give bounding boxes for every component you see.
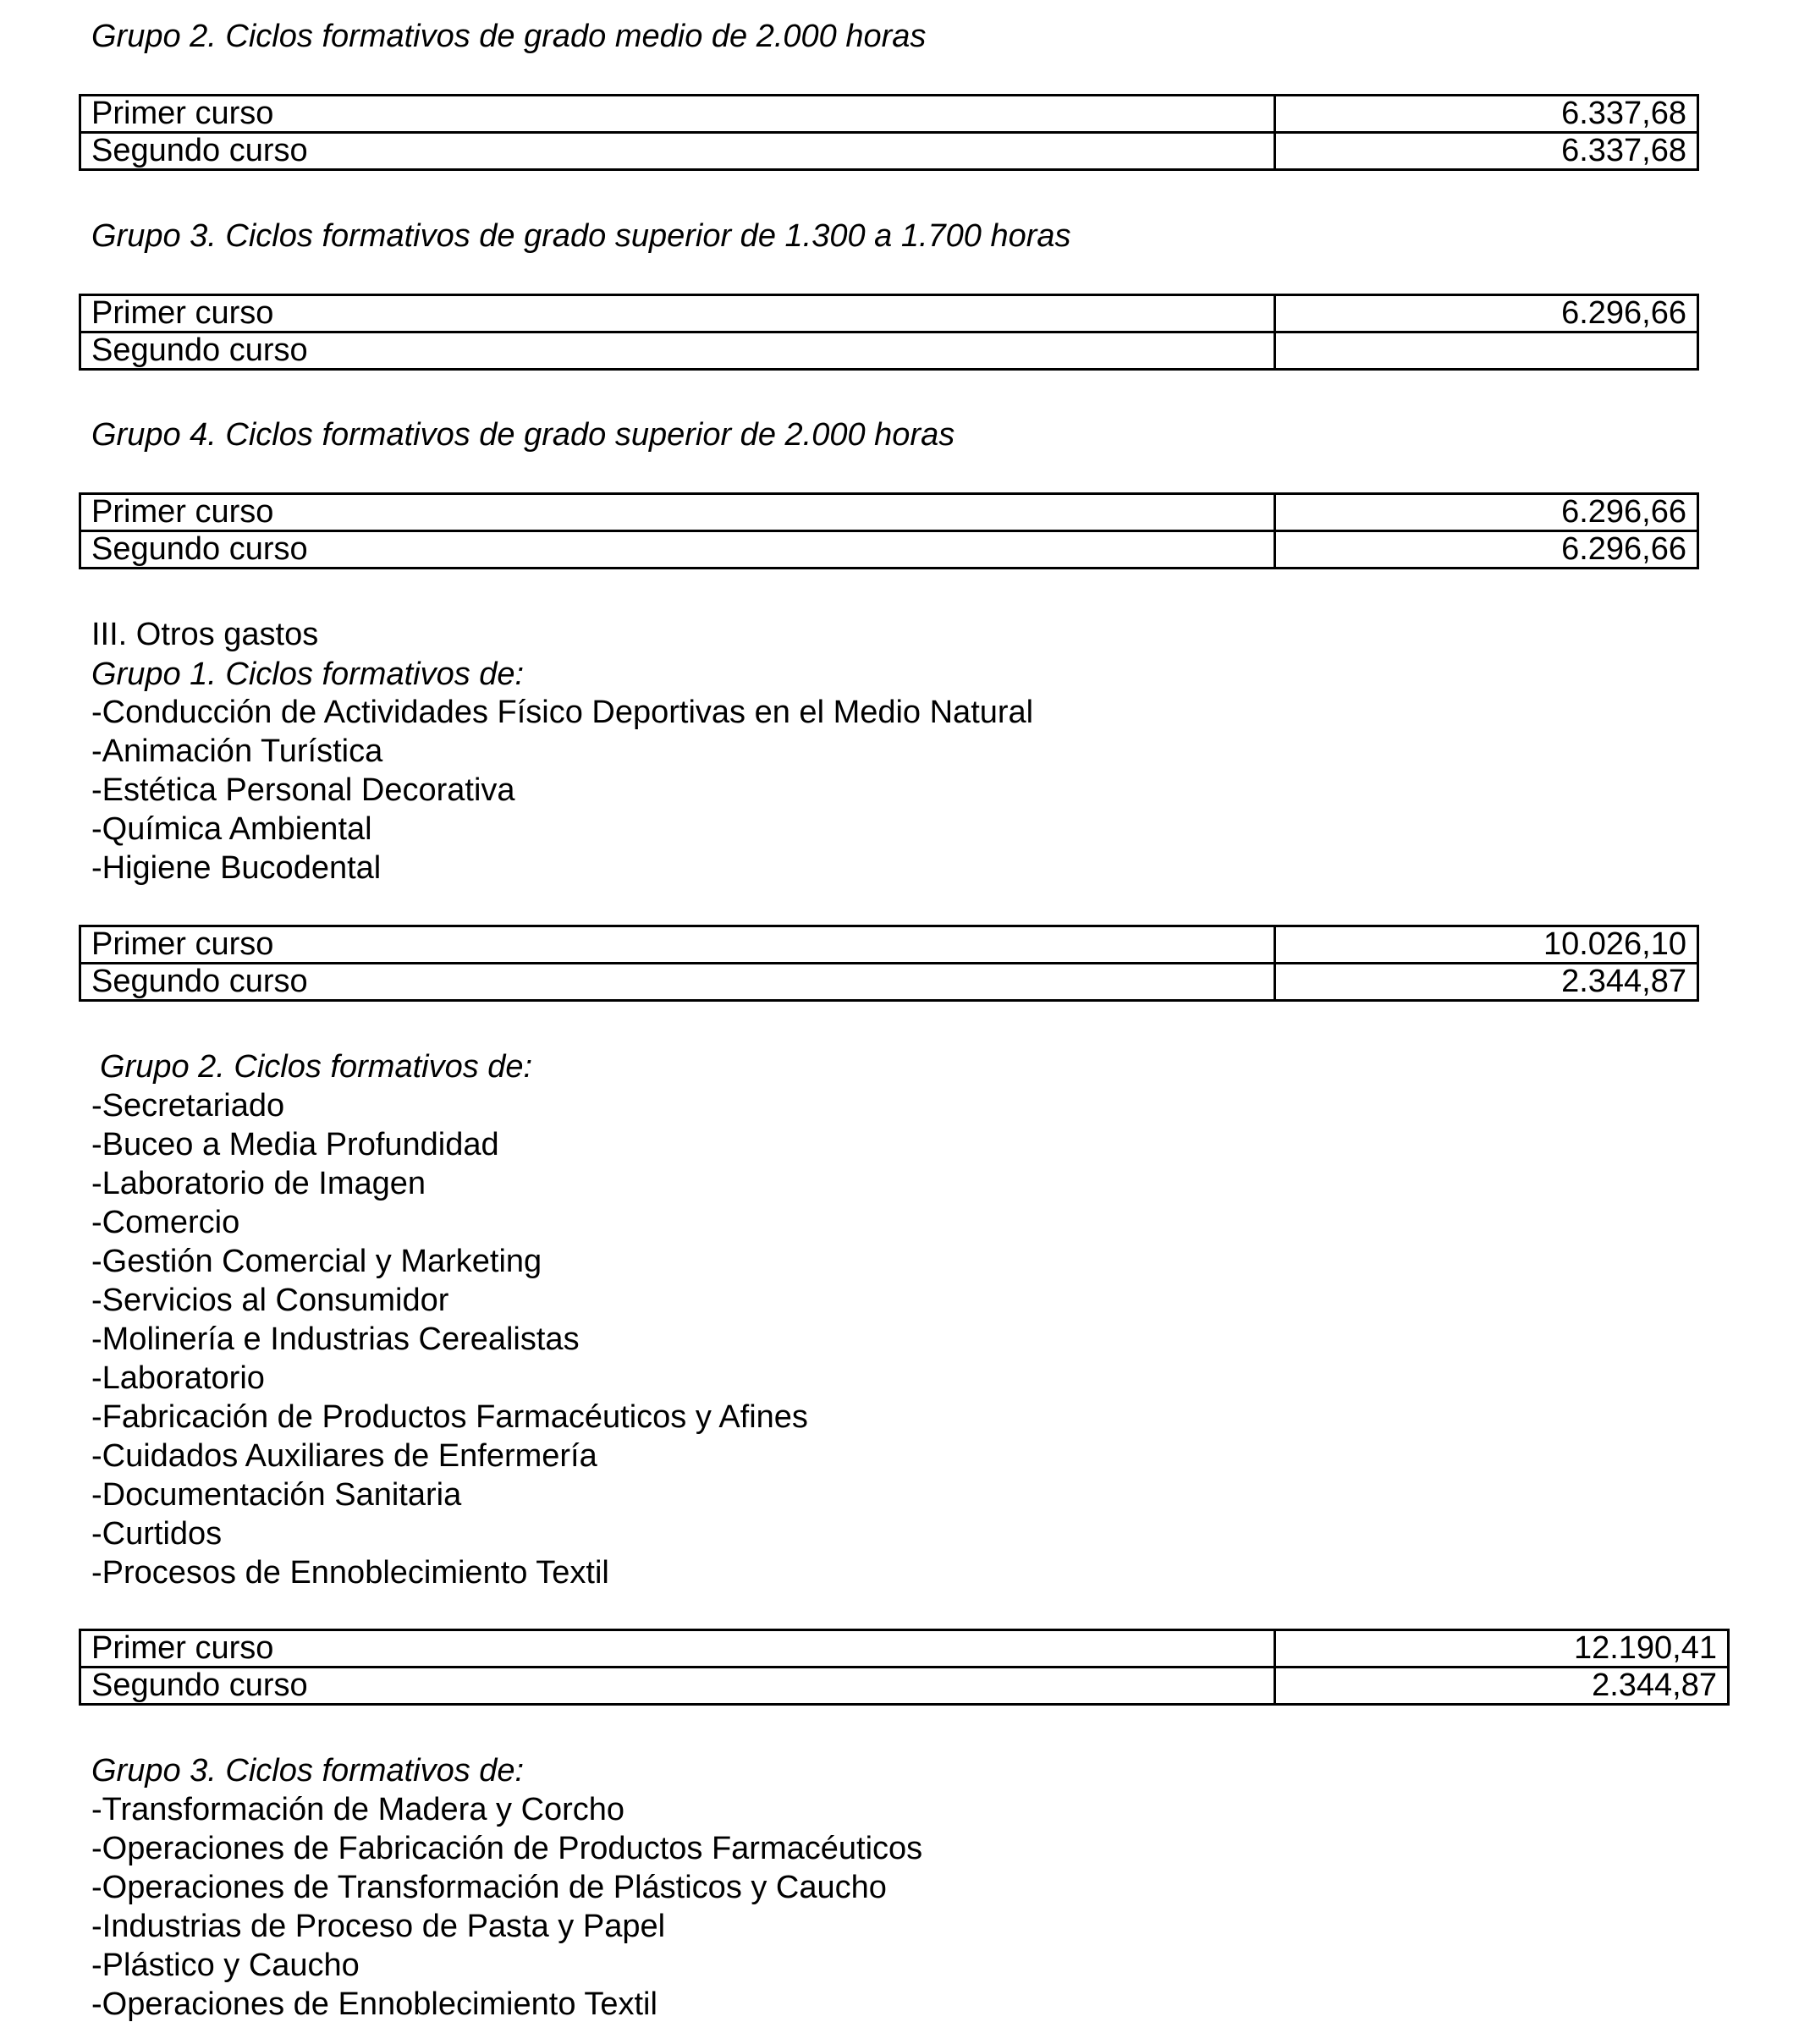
- list-item: - Molinería e Industrias Cerealistas: [91, 1320, 808, 1359]
- list-item: - Laboratorio: [91, 1359, 808, 1398]
- table-row: [80, 133, 1698, 170]
- list-item: - Conducción de Actividades Físico Deportivas en el Medio Natural: [91, 693, 1033, 732]
- group-heading: Grupo 2. Ciclos formativos de:: [100, 1049, 533, 1085]
- table-row: [80, 295, 1698, 332]
- list-item: - Operaciones de Transformación de Plásticos y Caucho: [91, 1868, 922, 1907]
- row-value: 2.344,87: [1275, 1668, 1729, 1705]
- section-title: III. Otros gastos: [91, 617, 319, 652]
- list-item: - Gestión Comercial y Marketing: [91, 1242, 808, 1281]
- group-heading: Grupo 1. Ciclos formativos de:: [91, 657, 525, 692]
- cost-table: [79, 925, 1699, 1002]
- list-item: - Procesos de Ennoblecimiento Textil: [91, 1553, 808, 1592]
- row-label: Primer curso: [80, 926, 1275, 964]
- table-row: [80, 1668, 1729, 1705]
- section-heading: Grupo 3. Ciclos formativos de grado superior de 1.300 a 1.700 horas: [91, 218, 1071, 254]
- row-label: Segundo curso: [80, 332, 1275, 370]
- list-item: - Curtidos: [91, 1514, 808, 1553]
- row-value: [1275, 332, 1698, 370]
- list-item: - Estética Personal Decorativa: [91, 771, 1033, 810]
- row-value: 12.190,41: [1275, 1630, 1729, 1668]
- list-item: - Operaciones de Fabricación de Productos Farmacéuticos: [91, 1829, 922, 1868]
- list-item: - Secretariado: [91, 1086, 808, 1125]
- list-item: - Fabricación de Productos Farmacéuticos y Afines: [91, 1398, 808, 1437]
- row-value: 6.296,66: [1275, 531, 1698, 569]
- list-item: - Buceo a Media Profundidad: [91, 1125, 808, 1164]
- row-value: 2.344,87: [1275, 964, 1698, 1001]
- list-item: - Animación Turística: [91, 732, 1033, 771]
- list-item: - Servicios al Consumidor: [91, 1281, 808, 1320]
- cost-table: [79, 294, 1699, 371]
- row-label: Segundo curso: [80, 133, 1275, 170]
- row-label: Segundo curso: [80, 964, 1275, 1001]
- list-item: - Transformación de Madera y Corcho: [91, 1790, 922, 1829]
- table-row: [80, 964, 1698, 1001]
- list-item: - Higiene Bucodental: [91, 849, 1033, 887]
- list-item: - Operaciones de Ennoblecimiento Textil: [91, 1985, 922, 2024]
- row-value: 6.296,66: [1275, 295, 1698, 332]
- table-row: [80, 1630, 1729, 1668]
- row-value: 6.337,68: [1275, 133, 1698, 170]
- course-list: [91, 1086, 808, 1592]
- cost-table: [79, 1629, 1730, 1706]
- row-label: Primer curso: [80, 96, 1275, 133]
- row-label: Segundo curso: [80, 531, 1275, 569]
- table-row: [80, 926, 1698, 964]
- table-row: [80, 494, 1698, 531]
- row-value: 10.026,10: [1275, 926, 1698, 964]
- course-list: [91, 1790, 922, 2024]
- row-label: Primer curso: [80, 295, 1275, 332]
- list-item: - Química Ambiental: [91, 810, 1033, 849]
- row-value: 6.337,68: [1275, 96, 1698, 133]
- table-row: [80, 531, 1698, 569]
- table-row: [80, 332, 1698, 370]
- table-row: [80, 96, 1698, 133]
- list-item: - Cuidados Auxiliares de Enfermería: [91, 1437, 808, 1475]
- row-label: Primer curso: [80, 1630, 1275, 1668]
- list-item: - Industrias de Proceso de Pasta y Papel: [91, 1907, 922, 1946]
- list-item: - Laboratorio de Imagen: [91, 1164, 808, 1203]
- row-value: 6.296,66: [1275, 494, 1698, 531]
- row-label: Segundo curso: [80, 1668, 1275, 1705]
- course-list: [91, 693, 1033, 887]
- group-heading: Grupo 3. Ciclos formativos de:: [91, 1753, 525, 1788]
- row-label: Primer curso: [80, 494, 1275, 531]
- section-heading: Grupo 4. Ciclos formativos de grado superior de 2.000 horas: [91, 417, 955, 453]
- list-item: - Comercio: [91, 1203, 808, 1242]
- list-item: - Documentación Sanitaria: [91, 1475, 808, 1514]
- cost-table: [79, 492, 1699, 569]
- section-heading: Grupo 2. Ciclos formativos de grado medio de 2.000 horas: [91, 19, 927, 54]
- cost-table: [79, 94, 1699, 171]
- list-item: - Plástico y Caucho: [91, 1946, 922, 1985]
